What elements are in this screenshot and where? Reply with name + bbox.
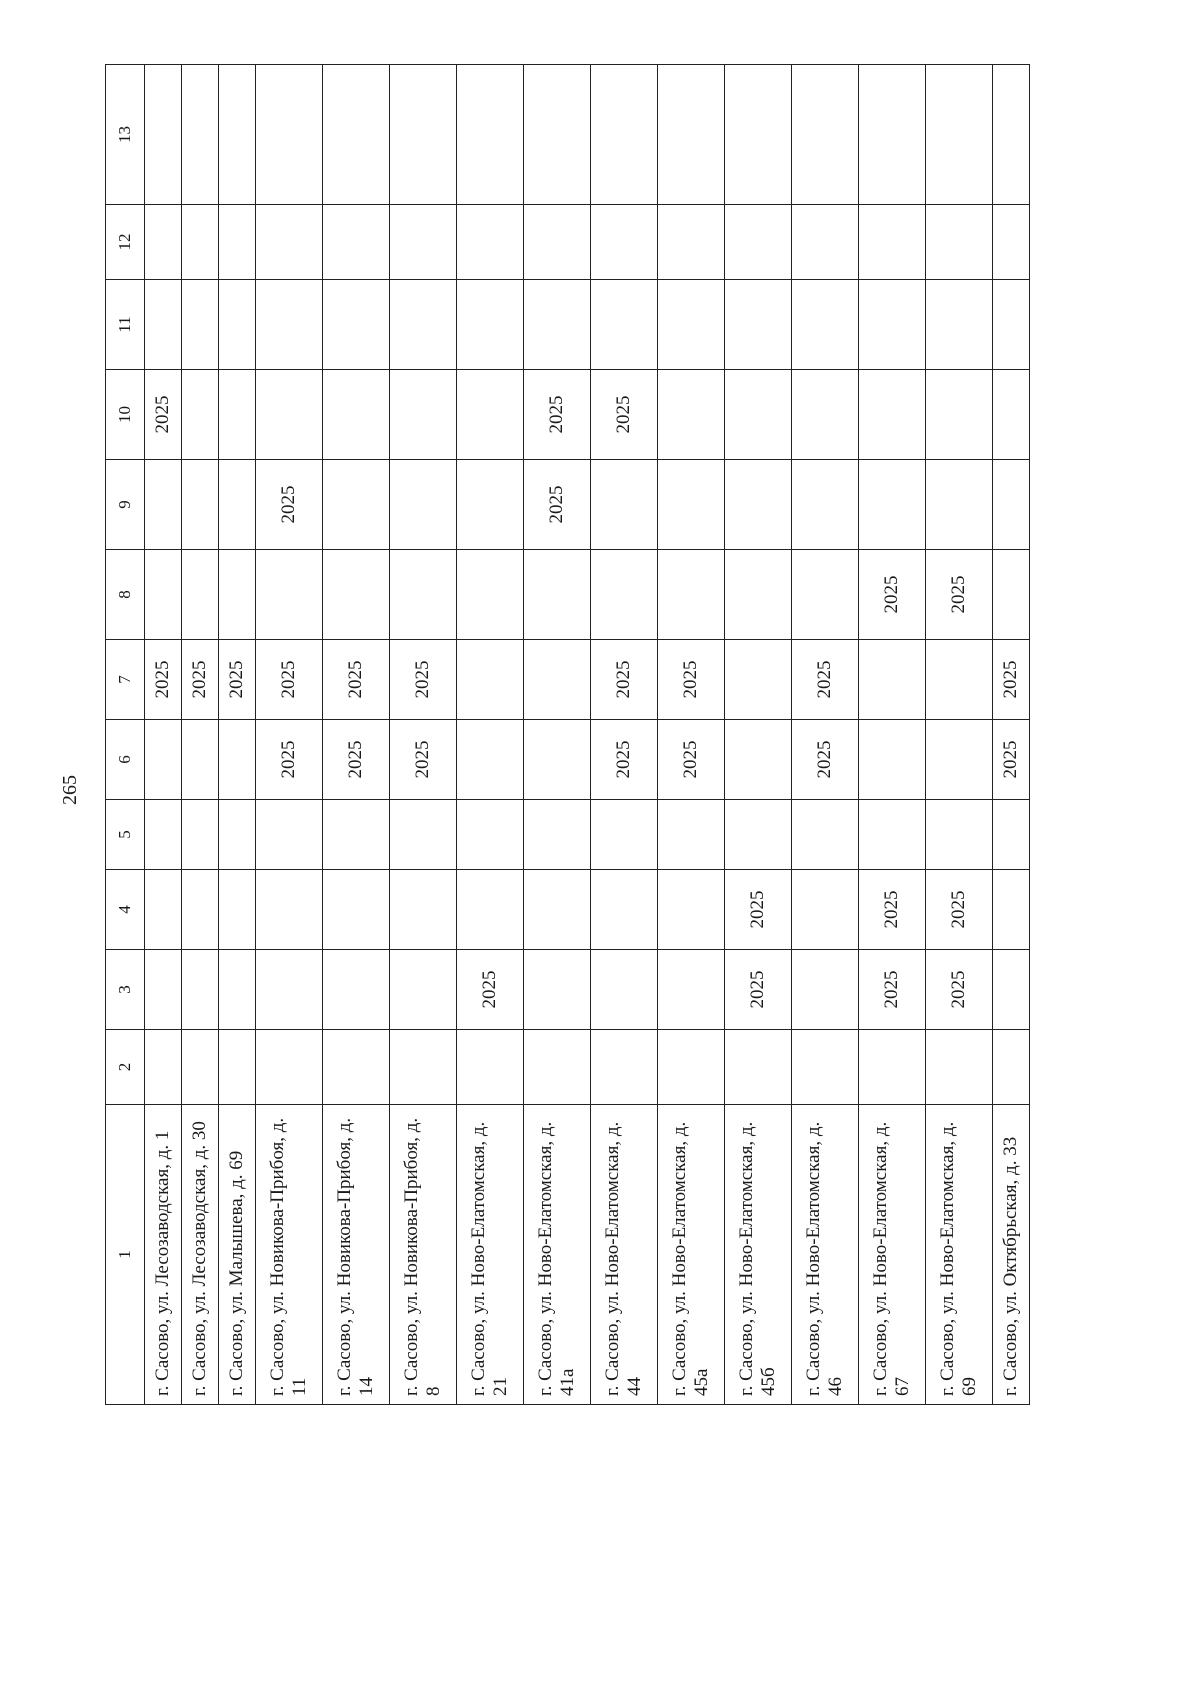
year-cell-col-5 xyxy=(523,800,590,870)
column-header-2: 2 xyxy=(106,1030,145,1105)
table-row xyxy=(145,65,182,1405)
year-cell-col-11 xyxy=(322,280,389,370)
year-cell-col-11 xyxy=(657,280,724,370)
year-cell-col-5 xyxy=(218,800,255,870)
year-cell-col-9 xyxy=(456,460,523,550)
address-cell: г. Сасово, ул. Ново-Елатомская, д. 44 xyxy=(590,1105,657,1405)
year-cell-col-5 xyxy=(925,800,992,870)
year-cell-col-7: 2025 xyxy=(590,640,657,720)
year-cell-col-12 xyxy=(218,205,255,280)
year-cell-col-5 xyxy=(255,800,322,870)
year-cell-col-2 xyxy=(992,1030,1029,1105)
year-cell-col-3 xyxy=(523,950,590,1030)
year-cell-col-12 xyxy=(925,205,992,280)
year-cell-col-6 xyxy=(523,720,590,800)
year-cell-col-5 xyxy=(858,800,925,870)
year-cell-col-3: 2025 xyxy=(925,950,992,1030)
year-cell-col-6: 2025 xyxy=(255,720,322,800)
year-cell-col-3 xyxy=(255,950,322,1030)
year-cell-col-6: 2025 xyxy=(791,720,858,800)
year-cell-col-5 xyxy=(145,800,182,870)
year-cell-col-3 xyxy=(322,950,389,1030)
year-cell-col-4 xyxy=(657,870,724,950)
table-row xyxy=(724,65,791,1405)
year-cell-col-11 xyxy=(456,280,523,370)
page-number: 265 xyxy=(59,775,81,805)
year-cell-col-12 xyxy=(858,205,925,280)
year-cell-col-2 xyxy=(456,1030,523,1105)
year-cell-col-12 xyxy=(590,205,657,280)
year-cell-col-9 xyxy=(858,460,925,550)
year-cell-col-3: 2025 xyxy=(858,950,925,1030)
year-cell-col-10 xyxy=(657,370,724,460)
address-cell: г. Сасово, ул. Ново-Елатомская, д. 41а xyxy=(523,1105,590,1405)
year-cell-col-6 xyxy=(925,720,992,800)
year-cell-col-11 xyxy=(181,280,218,370)
year-cell-col-11 xyxy=(858,280,925,370)
year-cell-col-12 xyxy=(523,205,590,280)
year-cell-col-7: 2025 xyxy=(389,640,456,720)
year-cell-col-12 xyxy=(322,205,389,280)
column-header-9: 9 xyxy=(106,460,145,550)
year-cell-col-7 xyxy=(456,640,523,720)
year-cell-col-13 xyxy=(218,65,255,205)
year-cell-col-13 xyxy=(145,65,182,205)
year-cell-col-8 xyxy=(992,550,1029,640)
column-header-13: 13 xyxy=(106,65,145,205)
year-cell-col-5 xyxy=(791,800,858,870)
year-cell-col-4 xyxy=(456,870,523,950)
year-cell-col-12 xyxy=(657,205,724,280)
year-cell-col-7: 2025 xyxy=(181,640,218,720)
year-cell-col-12 xyxy=(724,205,791,280)
table-row xyxy=(523,65,590,1405)
address-cell: г. Сасово, ул. Ново-Елатомская, д. 69 xyxy=(925,1105,992,1405)
year-cell-col-6 xyxy=(218,720,255,800)
year-cell-col-9 xyxy=(724,460,791,550)
year-cell-col-9 xyxy=(322,460,389,550)
year-cell-col-10: 2025 xyxy=(145,370,182,460)
year-cell-col-4 xyxy=(523,870,590,950)
address-cell: г. Сасово, ул. Ново-Елатомская, д. 45б xyxy=(724,1105,791,1405)
year-cell-col-13 xyxy=(523,65,590,205)
year-cell-col-9 xyxy=(791,460,858,550)
year-cell-col-3 xyxy=(218,950,255,1030)
year-cell-col-12 xyxy=(255,205,322,280)
year-cell-col-13 xyxy=(858,65,925,205)
address-cell: г. Сасово, ул. Ново-Елатомская, д. 21 xyxy=(456,1105,523,1405)
table-row xyxy=(389,65,456,1405)
year-cell-col-3: 2025 xyxy=(724,950,791,1030)
year-cell-col-2 xyxy=(657,1030,724,1105)
year-cell-col-13 xyxy=(992,65,1029,205)
column-header-4: 4 xyxy=(106,870,145,950)
year-cell-col-10 xyxy=(456,370,523,460)
year-cell-col-10 xyxy=(255,370,322,460)
table-row xyxy=(858,65,925,1405)
year-cell-col-7: 2025 xyxy=(145,640,182,720)
year-cell-col-10 xyxy=(218,370,255,460)
year-cell-col-12 xyxy=(389,205,456,280)
year-cell-col-9 xyxy=(218,460,255,550)
address-cell: г. Сасово, ул. Октябрьская, д. 33 xyxy=(992,1105,1029,1405)
year-cell-col-12 xyxy=(992,205,1029,280)
year-cell-col-2 xyxy=(145,1030,182,1105)
year-cell-col-2 xyxy=(724,1030,791,1105)
year-cell-col-2 xyxy=(322,1030,389,1105)
year-cell-col-6 xyxy=(456,720,523,800)
year-cell-col-13 xyxy=(456,65,523,205)
year-cell-col-13 xyxy=(181,65,218,205)
year-cell-col-12 xyxy=(181,205,218,280)
year-cell-col-12 xyxy=(791,205,858,280)
table-row xyxy=(657,65,724,1405)
year-cell-col-10 xyxy=(992,370,1029,460)
year-cell-col-4: 2025 xyxy=(925,870,992,950)
year-cell-col-3: 2025 xyxy=(456,950,523,1030)
year-cell-col-7: 2025 xyxy=(657,640,724,720)
year-cell-col-3 xyxy=(992,950,1029,1030)
year-cell-col-8 xyxy=(724,550,791,640)
year-cell-col-3 xyxy=(590,950,657,1030)
year-cell-col-12 xyxy=(145,205,182,280)
year-cell-col-11 xyxy=(992,280,1029,370)
year-cell-col-6: 2025 xyxy=(322,720,389,800)
year-cell-col-11 xyxy=(389,280,456,370)
year-cell-col-10 xyxy=(858,370,925,460)
column-header-8: 8 xyxy=(106,550,145,640)
year-cell-col-8 xyxy=(590,550,657,640)
year-cell-col-7: 2025 xyxy=(322,640,389,720)
year-cell-col-5 xyxy=(181,800,218,870)
year-cell-col-10 xyxy=(925,370,992,460)
year-cell-col-13 xyxy=(925,65,992,205)
year-cell-col-11 xyxy=(724,280,791,370)
year-cell-col-10: 2025 xyxy=(523,370,590,460)
table-row xyxy=(255,65,322,1405)
year-cell-col-6: 2025 xyxy=(389,720,456,800)
year-cell-col-7: 2025 xyxy=(218,640,255,720)
table-row xyxy=(181,65,218,1405)
column-header-5: 5 xyxy=(106,800,145,870)
year-cell-col-8: 2025 xyxy=(925,550,992,640)
year-cell-col-3 xyxy=(181,950,218,1030)
year-cell-col-2 xyxy=(255,1030,322,1105)
year-cell-col-2 xyxy=(590,1030,657,1105)
table-row xyxy=(218,65,255,1405)
year-cell-col-2 xyxy=(925,1030,992,1105)
year-cell-col-4 xyxy=(322,870,389,950)
year-cell-col-8 xyxy=(456,550,523,640)
year-cell-col-9 xyxy=(657,460,724,550)
year-cell-col-8 xyxy=(218,550,255,640)
year-cell-col-8 xyxy=(322,550,389,640)
column-header-12: 12 xyxy=(106,205,145,280)
year-cell-col-10 xyxy=(322,370,389,460)
address-cell: г. Сасово, ул. Новикова-Прибоя, д. 8 xyxy=(389,1105,456,1405)
column-header-1: 1 xyxy=(106,1105,145,1405)
year-cell-col-10 xyxy=(791,370,858,460)
year-cell-col-2 xyxy=(791,1030,858,1105)
year-cell-col-7 xyxy=(523,640,590,720)
year-cell-col-6 xyxy=(858,720,925,800)
year-cell-col-7: 2025 xyxy=(992,640,1029,720)
table-row xyxy=(925,65,992,1405)
year-cell-col-2 xyxy=(523,1030,590,1105)
column-header-3: 3 xyxy=(106,950,145,1030)
year-cell-col-8 xyxy=(389,550,456,640)
year-cell-col-10 xyxy=(389,370,456,460)
address-cell: г. Сасово, ул. Малышева, д. 69 xyxy=(218,1105,255,1405)
year-cell-col-5 xyxy=(724,800,791,870)
year-cell-col-5 xyxy=(992,800,1029,870)
year-cell-col-4 xyxy=(389,870,456,950)
year-cell-col-9 xyxy=(145,460,182,550)
year-cell-col-6: 2025 xyxy=(992,720,1029,800)
table-row xyxy=(992,65,1029,1405)
year-cell-col-9: 2025 xyxy=(255,460,322,550)
year-cell-col-4: 2025 xyxy=(724,870,791,950)
year-cell-col-5 xyxy=(456,800,523,870)
year-cell-col-9 xyxy=(389,460,456,550)
year-cell-col-8 xyxy=(791,550,858,640)
year-cell-col-13 xyxy=(590,65,657,205)
year-cell-col-8: 2025 xyxy=(858,550,925,640)
year-cell-col-12 xyxy=(456,205,523,280)
table-row xyxy=(590,65,657,1405)
year-cell-col-9 xyxy=(925,460,992,550)
table-container xyxy=(105,65,1030,1405)
year-cell-col-11 xyxy=(925,280,992,370)
year-cell-col-6: 2025 xyxy=(657,720,724,800)
address-cell: г. Сасово, ул. Новикова-Прибоя, д. 11 xyxy=(255,1105,322,1405)
year-cell-col-6 xyxy=(724,720,791,800)
address-cell: г. Сасово, ул. Ново-Елатомская, д. 67 xyxy=(858,1105,925,1405)
year-cell-col-11 xyxy=(145,280,182,370)
year-cell-col-3 xyxy=(389,950,456,1030)
year-cell-col-11 xyxy=(523,280,590,370)
year-cell-col-2 xyxy=(389,1030,456,1105)
year-cell-col-11 xyxy=(590,280,657,370)
year-cell-col-3 xyxy=(145,950,182,1030)
year-cell-col-3 xyxy=(657,950,724,1030)
year-cell-col-7: 2025 xyxy=(255,640,322,720)
header-row xyxy=(106,65,145,1405)
year-cell-col-2 xyxy=(181,1030,218,1105)
year-cell-col-6: 2025 xyxy=(590,720,657,800)
year-cell-col-7 xyxy=(858,640,925,720)
year-cell-col-7 xyxy=(925,640,992,720)
address-cell: г. Сасово, ул. Лесозаводская, д. 1 xyxy=(145,1105,182,1405)
year-cell-col-13 xyxy=(791,65,858,205)
year-cell-col-9 xyxy=(181,460,218,550)
year-cell-col-8 xyxy=(523,550,590,640)
column-header-11: 11 xyxy=(106,280,145,370)
year-cell-col-11 xyxy=(218,280,255,370)
year-cell-col-13 xyxy=(255,65,322,205)
year-cell-col-7 xyxy=(724,640,791,720)
column-header-6: 6 xyxy=(106,720,145,800)
year-cell-col-9 xyxy=(590,460,657,550)
address-cell: г. Сасово, ул. Ново-Елатомская, д. 45а xyxy=(657,1105,724,1405)
year-cell-col-2 xyxy=(218,1030,255,1105)
year-cell-col-10 xyxy=(181,370,218,460)
year-cell-col-10: 2025 xyxy=(590,370,657,460)
year-cell-col-4 xyxy=(992,870,1029,950)
address-cell: г. Сасово, ул. Ново-Елатомская, д. 46 xyxy=(791,1105,858,1405)
year-cell-col-8 xyxy=(657,550,724,640)
year-cell-col-8 xyxy=(181,550,218,640)
year-cell-col-11 xyxy=(791,280,858,370)
year-cell-col-11 xyxy=(255,280,322,370)
table-row xyxy=(791,65,858,1405)
address-cell: г. Сасово, ул. Лесозаводская, д. 30 xyxy=(181,1105,218,1405)
year-cell-col-5 xyxy=(590,800,657,870)
year-cell-col-3 xyxy=(791,950,858,1030)
address-cell: г. Сасово, ул. Новикова-Прибоя, д. 14 xyxy=(322,1105,389,1405)
year-cell-col-4 xyxy=(145,870,182,950)
year-cell-col-6 xyxy=(145,720,182,800)
year-cell-col-2 xyxy=(858,1030,925,1105)
year-cell-col-4 xyxy=(590,870,657,950)
column-header-10: 10 xyxy=(106,370,145,460)
column-header-7: 7 xyxy=(106,640,145,720)
year-cell-col-4 xyxy=(255,870,322,950)
year-cell-col-13 xyxy=(389,65,456,205)
year-cell-col-4 xyxy=(791,870,858,950)
year-cell-col-5 xyxy=(657,800,724,870)
table-row xyxy=(456,65,523,1405)
year-cell-col-10 xyxy=(724,370,791,460)
year-cell-col-5 xyxy=(322,800,389,870)
year-cell-col-13 xyxy=(657,65,724,205)
year-cell-col-4 xyxy=(218,870,255,950)
year-cell-col-8 xyxy=(255,550,322,640)
year-cell-col-5 xyxy=(389,800,456,870)
year-cell-col-13 xyxy=(322,65,389,205)
year-cell-col-9 xyxy=(992,460,1029,550)
year-cell-col-8 xyxy=(145,550,182,640)
year-cell-col-4 xyxy=(181,870,218,950)
table-row xyxy=(322,65,389,1405)
year-cell-col-13 xyxy=(724,65,791,205)
year-cell-col-6 xyxy=(181,720,218,800)
year-cell-col-9: 2025 xyxy=(523,460,590,550)
year-cell-col-7: 2025 xyxy=(791,640,858,720)
year-cell-col-4: 2025 xyxy=(858,870,925,950)
schedule-table xyxy=(105,64,1030,1405)
